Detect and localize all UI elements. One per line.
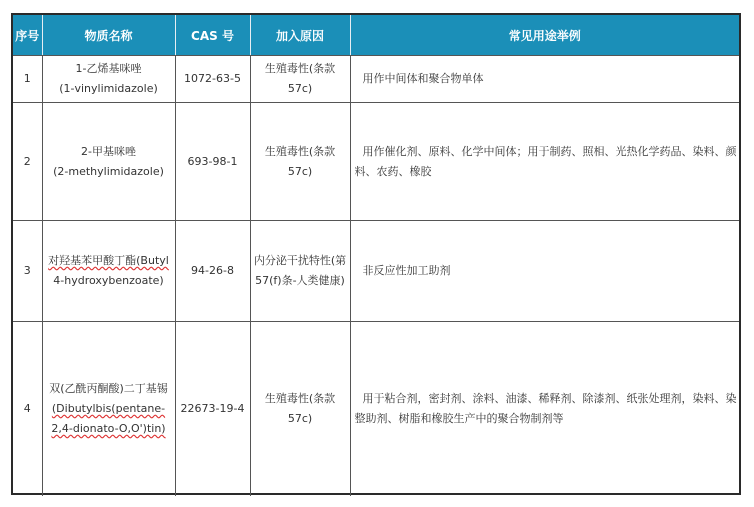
substance-table	[13, 15, 739, 496]
cell-cas: 22673-19-4	[175, 322, 250, 496]
cell-no: 4	[13, 322, 42, 496]
name-en: 4-hydroxybenzoate)	[53, 274, 164, 287]
cell-name	[42, 56, 175, 103]
table-header-row	[13, 15, 739, 56]
name-en: (1-vinylimidazole)	[59, 82, 158, 95]
substance-table-frame	[11, 13, 741, 495]
header-no: 序号	[13, 15, 42, 56]
header-substance-name: 物质名称	[42, 15, 175, 56]
table-row	[13, 103, 739, 221]
cell-name	[42, 103, 175, 221]
table-row	[13, 56, 739, 103]
cell-uses	[350, 103, 739, 221]
cell-no: 1	[13, 56, 42, 103]
uses-text: 用作中间体和聚合物单体	[362, 72, 484, 85]
name-en: (Dibutylbis(pentane-2,4-dionato-O,O')tin)	[51, 401, 166, 435]
uses-text: 用于粘合剂，密封剂、涂料、油漆、稀释剂、除漆剂、纸张处理剂，染料、染整助剂、树脂和橡胶生产中的聚合物制剂等	[354, 391, 737, 425]
cell-cas: 1072-63-5	[175, 56, 250, 103]
cell-cas: 94-26-8	[175, 221, 250, 322]
name-en: (2-methylimidazole)	[53, 164, 164, 178]
name-cn: 2-甲基咪唑	[81, 144, 136, 158]
header-uses: 常见用途举例	[350, 15, 739, 56]
table-row	[13, 322, 739, 496]
cell-name	[42, 221, 175, 322]
uses-text: 用作催化剂、原料、化学中间体；用于制药、照相、光热化学药品、染料、颜料、农药、橡胶	[354, 144, 737, 178]
cell-uses	[350, 56, 739, 103]
cell-reason: 生殖毒性(条款 57c)	[250, 56, 350, 103]
name-cn: 双(乙酰丙酮酸)二丁基锡	[49, 381, 168, 395]
cell-cas: 693-98-1	[175, 103, 250, 221]
name-cn: 1-乙烯基咪唑	[75, 62, 142, 75]
cell-uses	[350, 221, 739, 322]
cell-no: 3	[13, 221, 42, 322]
cell-uses	[350, 322, 739, 496]
table-row	[13, 221, 739, 322]
cell-no: 2	[13, 103, 42, 221]
cell-name	[42, 322, 175, 496]
uses-text: 非反应性加工助剂	[362, 264, 451, 277]
header-cas: CAS 号	[175, 15, 250, 56]
cell-reason: 生殖毒性(条款 57c)	[250, 322, 350, 496]
name-cn: 对羟基苯甲酸丁酯(Butyl	[48, 254, 169, 267]
header-reason: 加入原因	[250, 15, 350, 56]
cell-reason: 生殖毒性(条款 57c)	[250, 103, 350, 221]
cell-reason: 内分泌干扰特性(第 57(f)条-人类健康)	[250, 221, 350, 322]
